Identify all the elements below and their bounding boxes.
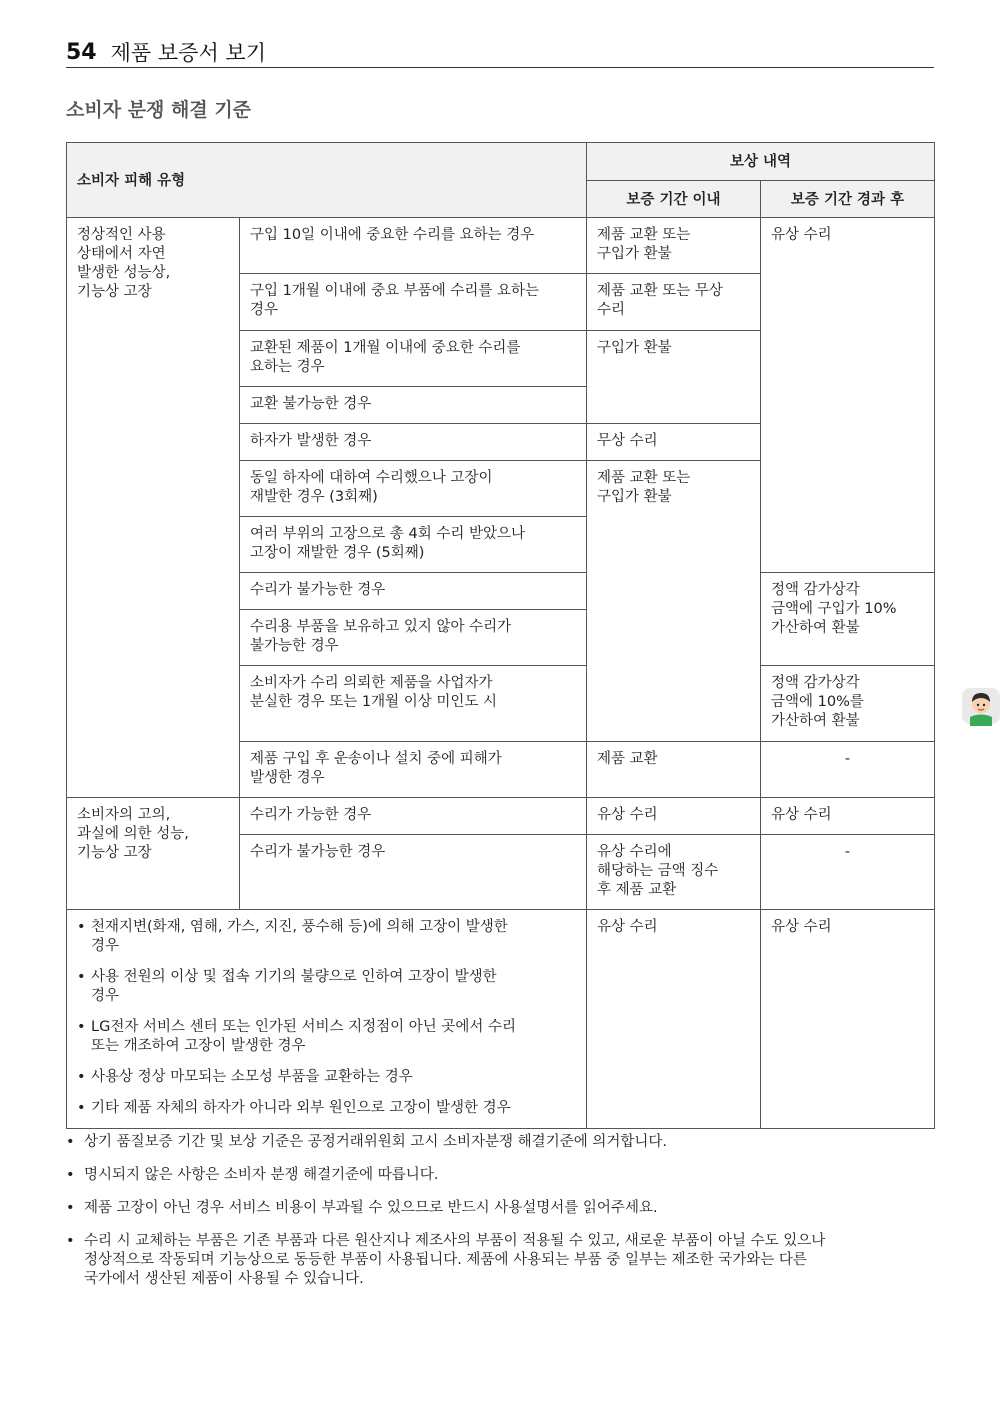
header-within-warranty: 보증 기간 이내 (587, 181, 761, 218)
table-row-cause: 수리가 가능한 경우 (240, 798, 587, 835)
table-row-cause: 동일 하자에 대하여 수리했으나 고장이 재발한 경우 (3회째) (240, 461, 587, 517)
table-row-cause: 교환된 제품이 1개월 이내에 중요한 수리를 요하는 경우 (240, 331, 587, 387)
within-cell: 무상 수리 (587, 424, 761, 461)
after-cell: 정액 감가상각 금액에 10%를 가산하여 환불 (761, 666, 935, 742)
note-item: • 상기 품질보증 기간 및 보상 기준은 공정거래위원회 고시 소비자분쟁 해결기준에 의거합니다. (66, 1133, 936, 1152)
list-item: • 기타 제품 자체의 하자가 아니라 외부 원인으로 고장이 발생한 경우 (77, 1099, 576, 1118)
page-title: 제품 보증서 보기 (110, 41, 266, 65)
external-cause-list (77, 918, 576, 1118)
table-row-cause: 여러 부위의 고장으로 총 4회 수리 받았으나 고장이 재발한 경우 (5회째) (240, 517, 587, 573)
table-row-cause: 소비자가 수리 의뢰한 제품을 사업자가 분실한 경우 또는 1개월 이상 미인도 시 (240, 666, 587, 742)
within-cell: 유상 수리에 해당하는 금액 징수 후 제품 교환 (587, 835, 761, 910)
after-cell: 유상 수리 (761, 798, 935, 835)
after-cell: 정액 감가상각 금액에 구입가 10% 가산하여 환불 (761, 573, 935, 666)
within-cell: 구입가 환불 (587, 331, 761, 424)
notes (66, 1133, 936, 1303)
after-cell: - (761, 835, 935, 910)
after-cell: 유상 수리 (761, 910, 935, 1129)
header-after-warranty: 보증 기간 경과 후 (761, 181, 935, 218)
table-row-cause: 수리가 불가능한 경우 (240, 573, 587, 610)
within-cell: 제품 교환 또는 구입가 환불 (587, 218, 761, 274)
page-header (66, 34, 934, 68)
mascot-icon[interactable] (962, 686, 1000, 726)
table-row-cause: 수리가 불가능한 경우 (240, 835, 587, 910)
table-row-cause: 제품 구입 후 운송이나 설치 중에 피해가 발생한 경우 (240, 742, 587, 798)
after-cell: - (761, 742, 935, 798)
list-item: • LG전자 서비스 센터 또는 인가된 서비스 지정점이 아닌 곳에서 수리 또는 개조하여 고장이 발생한 경우 (77, 1018, 576, 1056)
within-cell: 제품 교환 또는 구입가 환불 (587, 461, 761, 742)
table-row-cause: 하자가 발생한 경우 (240, 424, 587, 461)
table-row-cause: 구입 10일 이내에 중요한 수리를 요하는 경우 (240, 218, 587, 274)
page-number: 54 (66, 40, 97, 65)
table-row-cause: 교환 불가능한 경우 (240, 387, 587, 424)
section-title: 소비자 분쟁 해결 기준 (66, 99, 252, 121)
list-item: • 사용 전원의 이상 및 접속 기기의 불량으로 인하여 고장이 발생한 경우 (77, 968, 576, 1006)
within-cell: 제품 교환 (587, 742, 761, 798)
within-cell: 제품 교환 또는 무상 수리 (587, 274, 761, 331)
within-cell: 유상 수리 (587, 910, 761, 1129)
dispute-resolution-table (66, 142, 935, 1129)
group-consumer-fault: 소비자의 고의, 과실에 의한 성능, 기능상 고장 (67, 798, 240, 910)
list-item: • 천재지변(화재, 염해, 가스, 지진, 풍수해 등)에 의해 고장이 발생한 경우 (77, 918, 576, 956)
header-compensation: 보상 내역 (587, 143, 935, 181)
after-cell: 유상 수리 (761, 218, 935, 573)
note-item: • 명시되지 않은 사항은 소비자 분쟁 해결기준에 따릅니다. (66, 1166, 936, 1185)
list-item: • 사용상 정상 마모되는 소모성 부품을 교환하는 경우 (77, 1068, 576, 1087)
group-natural-failure: 정상적인 사용 상태에서 자연 발생한 성능상, 기능상 고장 (67, 218, 240, 798)
external-cause-list-cell (67, 910, 587, 1129)
table-row-cause: 구입 1개월 이내에 중요 부품에 수리를 요하는 경우 (240, 274, 587, 331)
note-item: • 제품 고장이 아닌 경우 서비스 비용이 부과될 수 있으므로 반드시 사용설명서를 읽어주세요. (66, 1199, 936, 1218)
table-row-cause: 수리용 부품을 보유하고 있지 않아 수리가 불가능한 경우 (240, 610, 587, 666)
note-item: • 수리 시 교체하는 부품은 기존 부품과 다른 원산지나 제조사의 부품이 적용될 수 있고, 새로운 부품이 아닐 수도 있으나 정상적으로 작동되며 기능상으로 동등한 부품이 사용됩니다. 제품에 사용되는 부품 중 일부는 제조한 국가와는 다른 국가에서 생산된 제품이 사용될 수 있습니다. (66, 1232, 936, 1289)
header-damage-type: 소비자 피해 유형 (67, 143, 587, 218)
within-cell: 유상 수리 (587, 798, 761, 835)
